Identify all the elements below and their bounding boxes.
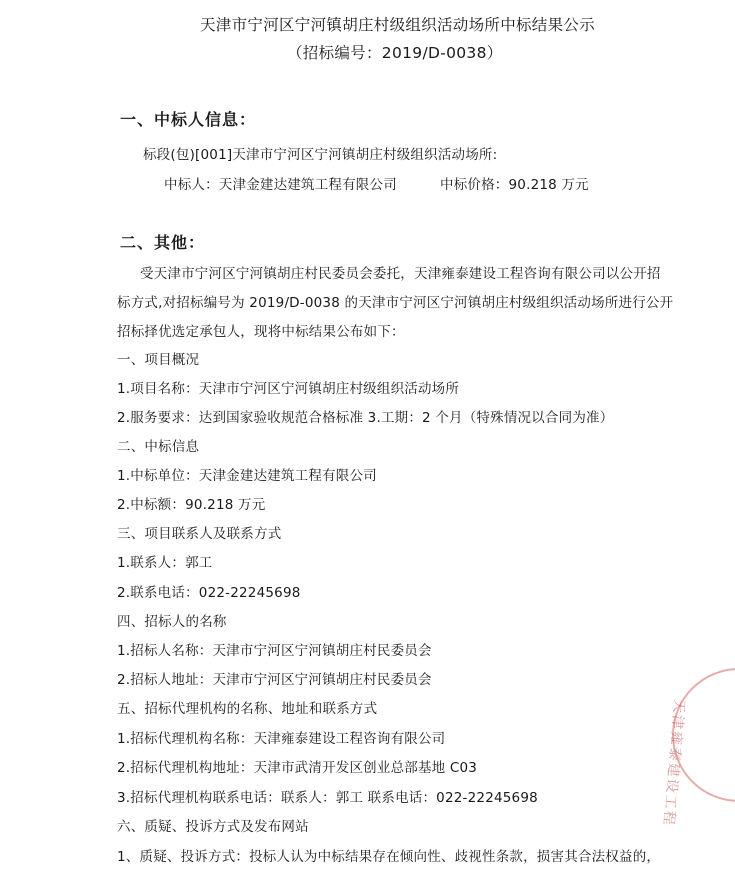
section-line: 六、质疑、投诉方式及发布网站 [117,819,309,835]
intro-paragraph-line: 标方式,对招标编号为 2019/D-0038 的天津市宁河区宁河镇胡庄村级组织活动场所进行公开 [117,295,674,311]
section-line: 1.中标单位：天津金建达建筑工程有限公司 [117,468,377,484]
document-title: 天津市宁河区宁河镇胡庄村级组织活动场所中标结果公示 [200,16,596,34]
section-line: 2.服务要求：达到国家验收规范合格标准 3.工期：2 个月（特殊情况以合同为准） [117,410,614,426]
section-line: 1.项目名称：天津市宁河区宁河镇胡庄村级组织活动场所 [117,381,460,397]
section-line: 2.招标人地址：天津市宁河区宁河镇胡庄村民委员会 [117,672,432,688]
section-line: 三、项目联系人及联系方式 [117,526,282,542]
lot-info: 标段(包)[001]天津市宁河区宁河镇胡庄村级组织活动场所: [143,147,498,163]
winner-name: 中标人：天津金建达建筑工程有限公司 [164,177,397,193]
section-line: 2.招标代理机构地址：天津市武清开发区创业总部基地 C03 [117,760,478,776]
section-line: 2.中标额：90.218 万元 [117,497,266,513]
section-heading-winner-info: 一、中标人信息： [120,110,257,129]
intro-paragraph-line: 受天津市宁河区宁河镇胡庄村民委员会委托，天津雍泰建设工程咨询有限公司以公开招 [140,266,661,282]
section-line: 1.招标人名称：天津市宁河区宁河镇胡庄村民委员会 [117,643,432,659]
section-line: 1.招标代理机构名称：天津雍泰建设工程咨询有限公司 [117,731,446,747]
intro-paragraph-line: 招标择优选定承包人，现将中标结果公布如下： [117,324,405,340]
section-line: 1、质疑、投诉方式：投标人认为中标结果存在倾向性、歧视性条款，损害其合法权益的， [117,849,661,865]
document-subtitle: （招标编号：2019/D-0038） [287,44,503,62]
section-line: 五、招标代理机构的名称、地址和联系方式 [117,701,378,717]
section-line: 3.招标代理机构联系电话：联系人：郭工 联系电话：022-22245698 [117,790,538,806]
section-line: 一、项目概况 [117,352,200,368]
official-seal-text: 天津雍泰建设工程 [659,698,688,828]
section-line: 2.联系电话：022-22245698 [117,585,301,601]
section-heading-other: 二、其他： [120,233,206,252]
winner-price: 中标价格：90.218 万元 [440,177,589,193]
section-line: 二、中标信息 [117,439,200,455]
section-line: 1.联系人：郭工 [117,555,213,571]
section-line: 四、招标人的名称 [117,614,227,630]
